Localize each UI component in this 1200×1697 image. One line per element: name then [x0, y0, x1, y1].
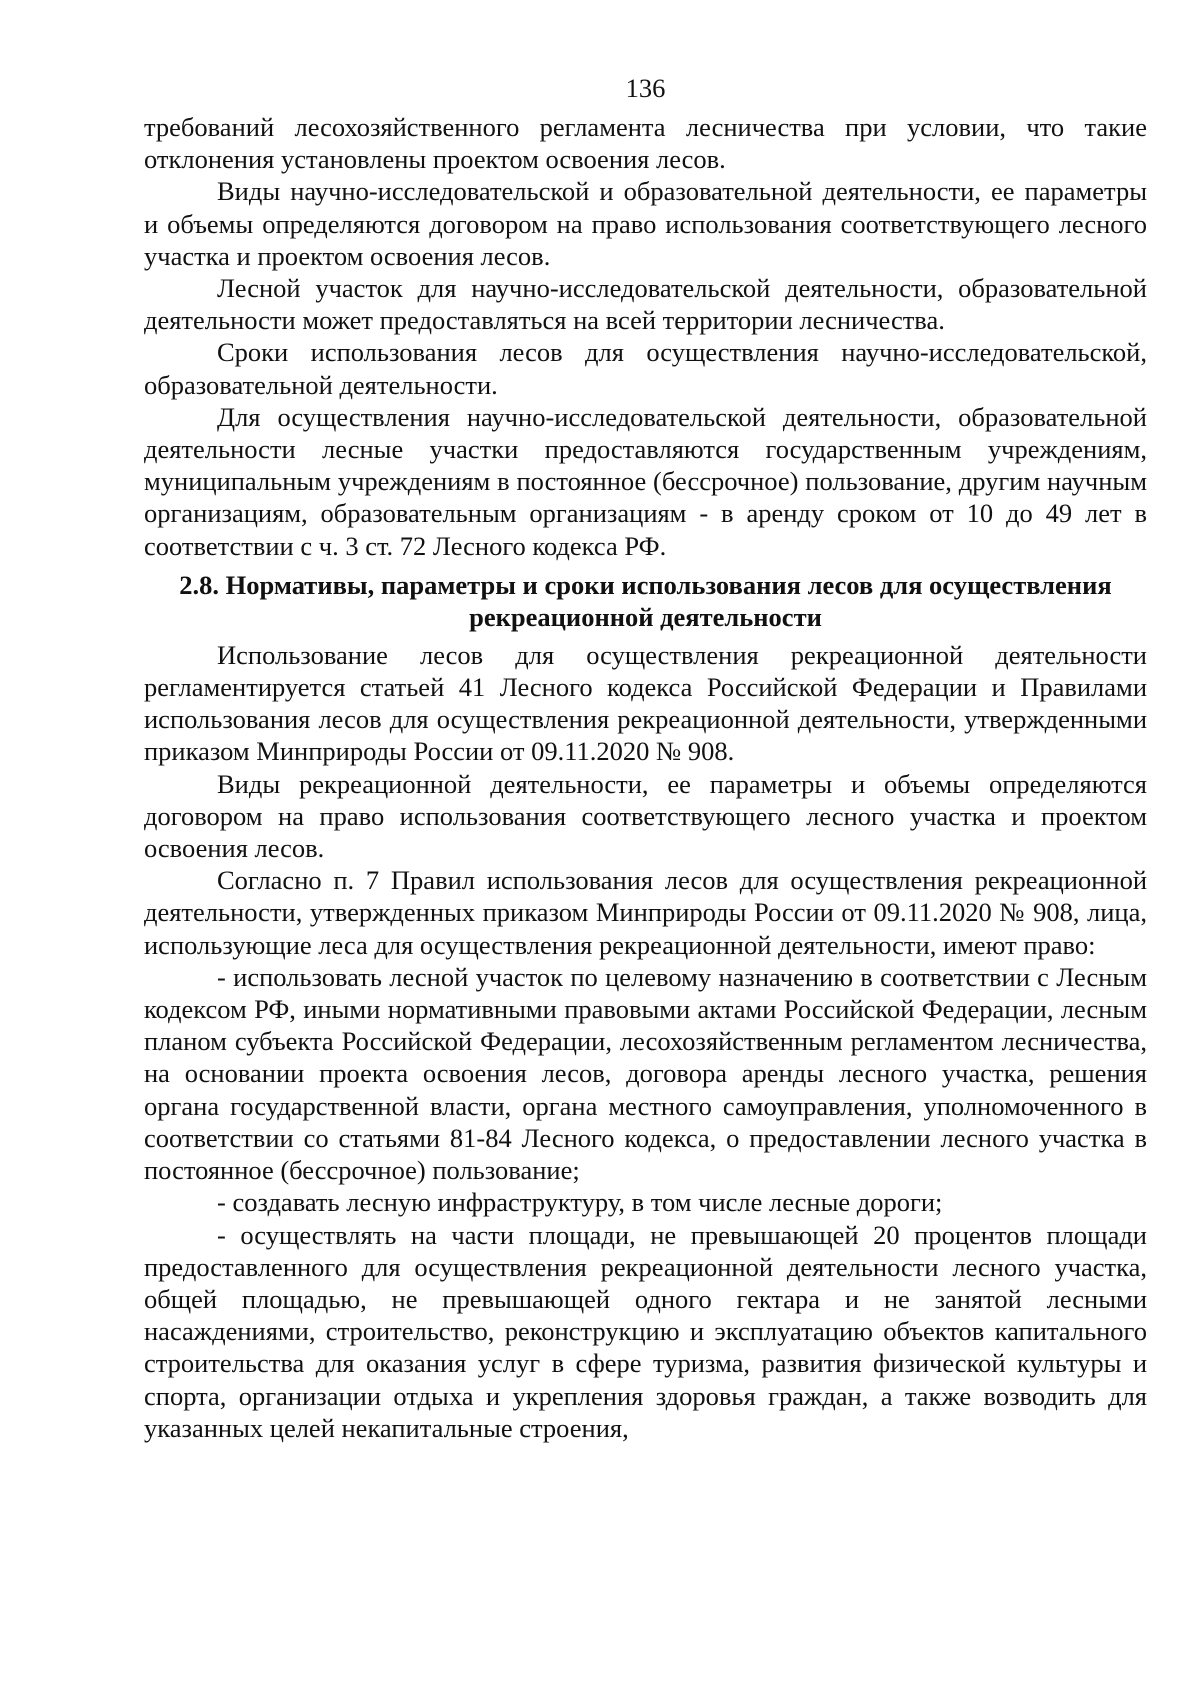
list-item: - создавать лесную инфраструктуру, в том числе лесные дороги; [217, 1187, 943, 1218]
paragraph: Согласно п. 7 Правил использования лесов для осуществления рекреационной деятельности, утвержденных приказом Минприроды России от 09.11.2020 № 908, лица, использующие леса для осуществления рекреационной деятельности, имеют право: [144, 865, 1147, 960]
section-heading: 2.8. Нормативы, параметры и сроки использования лесов для осуществления рекреационной деятельности [179, 569, 1112, 632]
page-number: 136 [625, 73, 666, 103]
paragraph: Лесной участок для научно-исследовательской деятельности, образовательной деятельности может предоставляться на всей территории лесничества. [144, 273, 1147, 336]
paragraph: Для осуществления научно-исследовательской деятельности, образовательной деятельности лесные участки предоставляются государственным учреждениям, муниципальным учреждениям в постоянное (бессрочное) пользование, другим научным организациям, образовательным организациям - в аренду сроком от 10 до 49 лет в соответствии с ч. 3 ст. 72 Лесного кодекса РФ. [144, 401, 1147, 561]
paragraph-continuation: требований лесохозяйственного регламента лесничества при условии, что такие отклонения установлены проектом освоения лесов. [144, 112, 1147, 175]
paragraph: Виды рекреационной деятельности, ее параметры и объемы определяются договором на право использования соответствующего лесного участка и проектом освоения лесов. [144, 768, 1147, 864]
document-page [144, 72, 1147, 1444]
paragraph: Использование лесов для осуществления рекреационной деятельности регламентируется статьей 41 Лесного кодекса Российской Федерации и Правилами использования лесов для осуществления рекреационной деятельности, утвержденными приказом Минприроды России от 09.11.2020 № 908. [144, 639, 1147, 767]
list-item: - осуществлять на части площади, не превышающей 20 процентов площади предоставленного для осуществления рекреационной деятельности лесного участка, общей площадью, не превышающей одного гектара и не занятой лесными насаждениями, строительство, реконструкцию и эксплуатацию объектов капитального строительства для оказания услуг в сфере туризма, развития физической культуры и спорта, организации отдыха и укрепления здоровья граждан, а также возводить для указанных целей некапитальные строения, [144, 1219, 1147, 1443]
paragraph: Виды научно-исследовательской и образовательной деятельности, ее параметры и объемы определяются договором на право использования соответствующего лесного участка и проектом освоения лесов. [144, 176, 1147, 271]
list-item: - использовать лесной участок по целевому назначению в соответствии с Лесным кодексом РФ, иными нормативными правовыми актами Российской Федерации, лесным планом субъекта Российской Федерации, лесохозяйственным регламентом лесничества, на основании проекта освоения лесов, договора аренды лесного участка, решения органа государственной власти, органа местного самоуправления, уполномоченного в соответствии со статьями 81-84 Лесного кодекса, о предоставлении лесного участка в постоянное (бессрочное) пользование; [144, 961, 1147, 1186]
paragraph: Сроки использования лесов для осуществления научно-исследовательской, образовательной деятельности. [144, 337, 1147, 400]
